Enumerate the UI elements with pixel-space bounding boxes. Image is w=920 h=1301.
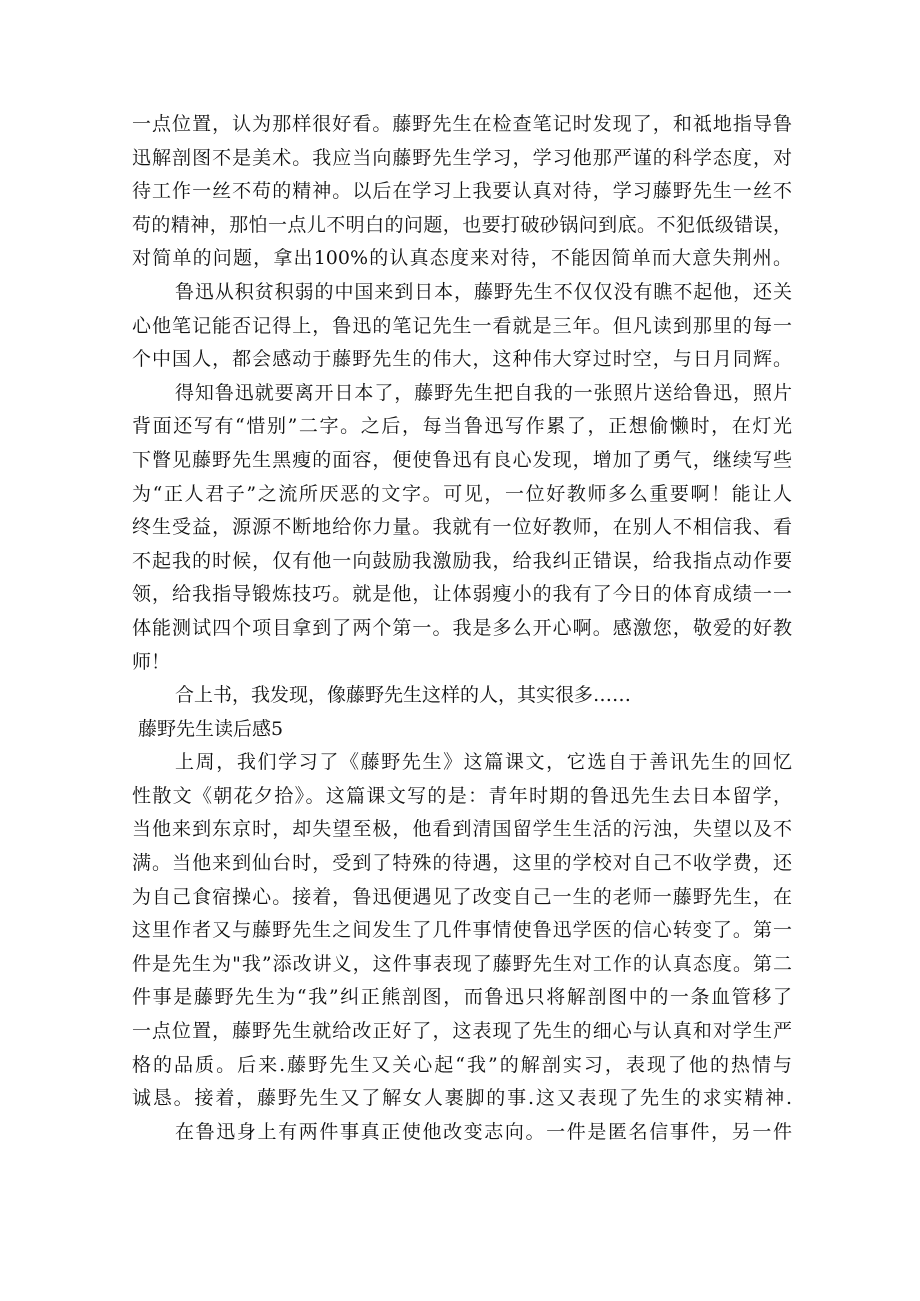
text-line-28: 一点位置，藤野先生就给改正好了，这表现了先生的细心与认真和对学生严 [132,1020,792,1043]
text-line-7: 心他笔记能否记得上，鲁迅的笔记先生一看就是三年。但凡读到那里的每一 [132,314,792,337]
text-line-1: 一点位置，认为那样很好看。藤野先生在检查笔记时发现了，和祗地指导鲁 [132,113,792,135]
section-heading: 藤野先生读后感5 [138,717,284,740]
text-line-24: 为自己食宿操心。接着，鲁迅便遇见了改变自己一生的老师一藤野先生，在 [132,885,792,908]
text-line-14: 不起我的时候，仅有他一向鼓励我激励我，给我纠正错误，给我指点动作要 [132,549,792,572]
text-line-16: 体能测试四个项目拿到了两个第一。我是多么开心啊。感激您，敬爱的好教 [132,616,792,639]
text-line-15: 领，给我指导锻炼技巧。就是他，让体弱瘦小的我有了今日的体育成绩一一 [132,583,792,606]
document-body [132,108,792,1149]
text-line-30: 诚恳。接着，藤野先生又了解女人裹脚的事.这又表现了先生的求实精神. [132,1087,792,1110]
text-line-8: 个中国人，都会感动于藤野先生的伟大，这种伟大穿过时空，与日月同辉。 [132,348,792,371]
text-line-18: 合上书，我发现，像藤野先生这样的人，其实很多…… [175,684,632,707]
text-line-20: 上周，我们学习了《藤野先生》这篇课文，它选自于善讯先生的回忆 [175,751,792,774]
text-line-9: 得知鲁迅就要离开日本了，藤野先生把自我的一张照片送给鲁迅，照片 [175,381,792,404]
text-line-31: 在鲁迅身上有两件事真正使他改变志向。一件是匿名信事件，另一件 [175,1120,792,1143]
text-line-26: 件是先生为"我”添改讲义，这件事表现了藤野先生对工作的认真态度。第二 [132,952,792,975]
text-line-6: 鲁迅从积贫积弱的中国来到日本，藤野先生不仅仅没有瞧不起他，还关 [175,280,792,303]
text-line-13: 终生受益，源源不断地给你力量。我就有一位好教师，在别人不相信我、看 [132,516,792,539]
text-line-27: 件事是藤野先生为“我”纠正熊剖图，而鲁迅只将解剖图中的一条血管移了 [132,986,792,1009]
text-line-11: 下瞥见藤野先生黑瘦的面容，便使鲁迅有良心发现，增加了勇气，继续写些 [132,448,792,471]
text-line-25: 这里作者又与藤野先生之间发生了几件事情使鲁迅学医的信心转变了。第一 [132,919,792,942]
text-line-10: 背面还写有“惜别”二字。之后，每当鲁迅写作累了，正想偷懒时，在灯光 [132,415,792,438]
text-line-5: 对简单的问题，拿出100%的认真态度来对待，不能因简单而大意失荆州。 [132,247,792,270]
text-line-21: 性散文《朝花夕拾》。这篇课文写的是：青年时期的鲁迅先生去日本留学， [132,784,792,807]
text-line-12: 为“正人君子”之流所厌恶的文字。可见，一位好教师多么重要啊！能让人 [132,482,792,505]
text-line-23: 满。当他来到仙台时，受到了特殊的待遇，这里的学校对自己不收学费，还 [132,852,792,875]
text-line-29: 格的品质。后来.藤野先生又关心起“我”的解剖实习，表现了他的热情与 [132,1053,792,1076]
text-line-17: 师！ [132,650,171,673]
text-line-4: 苟的精神，那怕一点儿不明白的问题，也要打破砂锅问到底。不犯低级错误， [132,213,792,236]
text-line-22: 当他来到东京时，却失望至极，他看到清国留学生生活的污浊，失望以及不 [132,818,792,841]
text-line-3: 待工作一丝不苟的精神。以后在学习上我要认真对待，学习藤野先生一丝不 [132,180,792,203]
text-line-2: 迅解剖图不是美术。我应当向藤野先生学习，学习他那严谨的科学态度，对 [132,146,792,169]
